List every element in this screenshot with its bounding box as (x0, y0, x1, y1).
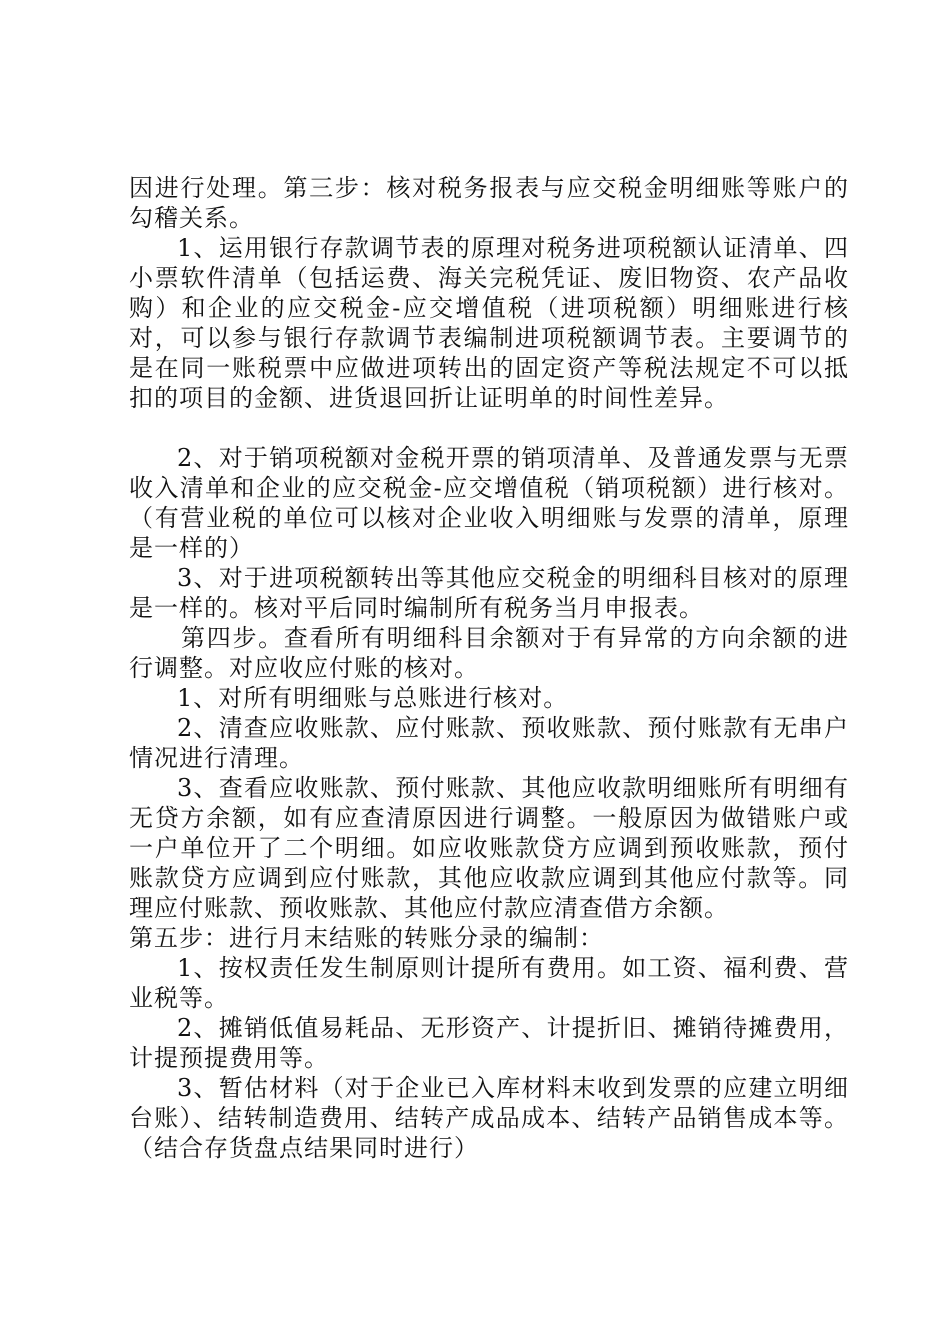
paragraph-step3-continuation: 因进行处理。第三步：核对税务报表与应交税金明细账等账户的勾稽关系。 (129, 174, 849, 232)
paragraph-step4-heading: 第四步。查看所有明细科目余额对于有异常的方向余额的进行调整。对应收应付账的核对。 (129, 624, 849, 682)
paragraph-step5-item3: 3、暂估材料（对于企业已入库材料末收到发票的应建立明细台账）、结转制造费用、结转产成品成本、结转产品销售成本等。（结合存货盘点结果同时进行） (129, 1074, 849, 1162)
paragraph-step5-heading: 第五步：进行月末结账的转账分录的编制： (129, 924, 604, 952)
paragraph-step4-item2: 2、清查应收账款、应付账款、预收账款、预付账款有无串户情况进行清理。 (129, 714, 849, 772)
paragraph-step5-item2: 2、摊销低值易耗品、无形资产、计提折旧、摊销待摊费用，计提预提费用等。 (129, 1014, 849, 1072)
paragraph-step3-item1: 1、运用银行存款调节表的原理对税务进项税额认证清单、四小票软件清单（包括运费、海关完税凭证、废旧物资、农产品收购）和企业的应交税金-应交增值税（进项税额）明细账进行核对，可以参与银行存款调节表编制进项税额调节表。主要调节的是在同一账税票中应做进项转出的固定资产等税法规定不可以抵扣的项目的金额、进货退回折让证明单的时间性差异。 (129, 234, 849, 412)
paragraph-step3-item3: 3、对于进项税额转出等其他应交税金的明细科目核对的原理是一样的。核对平后同时编制所有税务当月申报表。 (129, 564, 849, 622)
paragraph-step3-item2: 2、对于销项税额对金税开票的销项清单、及普通发票与无票收入清单和企业的应交税金-应交增值税（销项税额）进行核对。（有营业税的单位可以核对企业收入明细账与发票的清单，原理是一样的） (129, 444, 849, 562)
document-body (129, 173, 849, 1163)
paragraph-step4-item1: 1、对所有明细账与总账进行核对。 (177, 684, 569, 712)
paragraph-step4-item3: 3、查看应收账款、预付账款、其他应收款明细账所有明细有无贷方余额，如有应查清原因进行调整。一般原因为做错账户或一户单位开了二个明细。如应收账款贷方应调到预收账款，预付账款贷方应调到应付账款，其他应收款应调到其他应付款等。同理应付账款、预收账款、其他应付款应清查借方余额。 (129, 774, 849, 922)
paragraph-step5-item1: 1、按权责任发生制原则计提所有费用。如工资、福利费、营业税等。 (129, 954, 849, 1012)
